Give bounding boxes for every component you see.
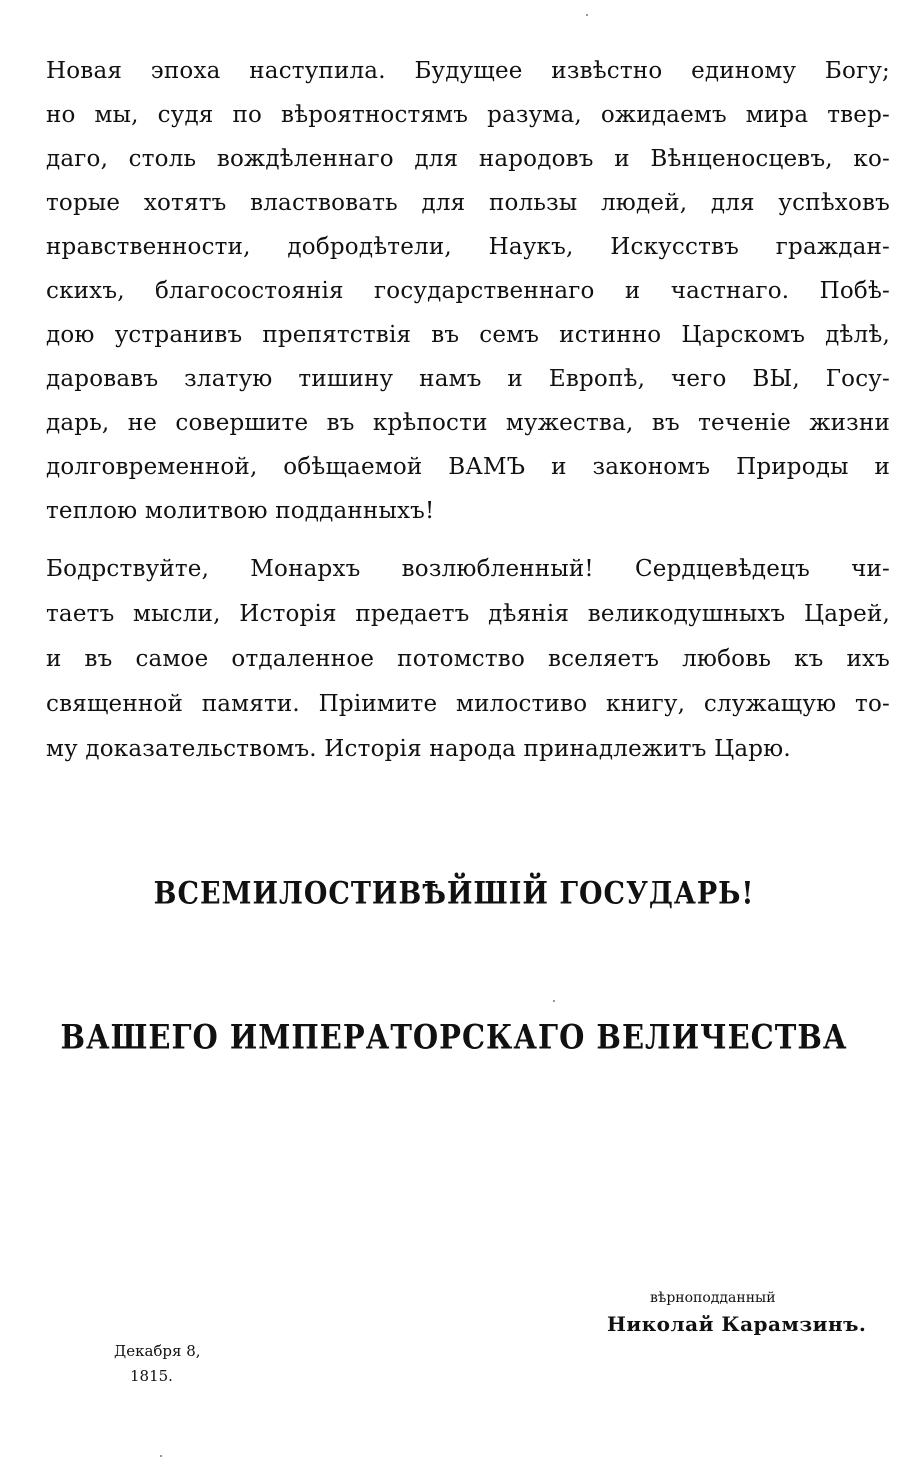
date-day: Декабря 8,: [114, 1342, 201, 1360]
paragraph-line: теплою молитвою подданныхъ!: [46, 498, 435, 524]
paragraph-line: дарь, не совершите въ крѣпости мужества, въ теченіе жизни: [46, 410, 890, 436]
date-year: 1815.: [130, 1367, 173, 1385]
paragraph-line: даго, столь вождѣленнаго для народовъ и Вѣнценосцевъ, ко-: [46, 146, 890, 172]
paragraph-line: Новая эпоха наступила. Будущее извѣстно единому Богу;: [46, 58, 890, 84]
signature-name: Николай Карамзинъ.: [607, 1312, 867, 1336]
print-speck: [586, 14, 588, 16]
paragraph-line: священной памяти. Пріимите милостиво книгу, служащую то-: [46, 691, 890, 717]
salutation-heading: ВСЕМИЛОСТИВѢЙШІЙ ГОСУДАРЬ!: [153, 875, 755, 912]
paragraph-line: Бодрствуйте, Монархъ возлюбленный! Сердцевѣдецъ чи-: [46, 556, 890, 582]
paragraph-line: нравственности, добродѣтели, Наукъ, Искусствъ граждан-: [46, 234, 890, 260]
print-speck: [553, 1000, 555, 1002]
paragraph-line: даровавъ златую тишину намъ и Европѣ, чего ВЫ, Госу-: [46, 366, 890, 392]
paragraph-line: долговременной, обѣщаемой ВАМЪ и закономъ Природы и: [46, 454, 890, 480]
paragraph-line: но мы, судя по вѣроятностямъ разума, ожидаемъ мира твер-: [46, 102, 890, 128]
subscription-heading: ВАШЕГО ИМПЕРАТОРСКАГО ВЕЛИЧЕСТВА: [60, 1017, 848, 1057]
paragraph-line: и въ самое отдаленное потомство вселяетъ любовь къ ихъ: [46, 646, 890, 672]
paragraph-line: торые хотятъ властвовать для пользы людей, для успѣховъ: [46, 190, 890, 216]
paragraph-line: таетъ мысли, Исторія предаетъ дѣянія великодушныхъ Царей,: [46, 601, 890, 627]
paragraph-line: скихъ, благосостоянія государственнаго и частнаго. Побѣ-: [46, 278, 890, 304]
signature-title: вѣрноподданный: [650, 1290, 776, 1306]
print-speck: [160, 1455, 162, 1457]
paragraph-line: дою устранивъ препятствія въ семъ истинно Царскомъ дѣлѣ,: [46, 322, 890, 348]
paragraph-line: му доказательствомъ. Исторія народа принадлежитъ Царю.: [46, 736, 791, 762]
